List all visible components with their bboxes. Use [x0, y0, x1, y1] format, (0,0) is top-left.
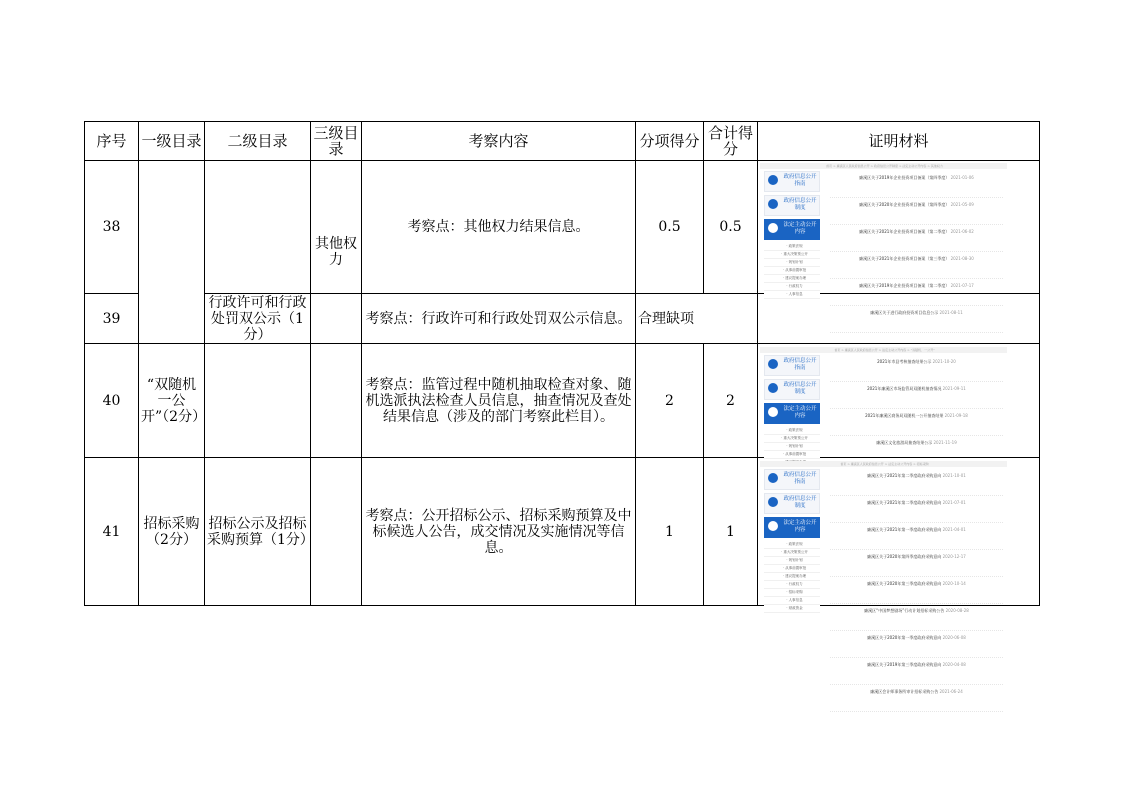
row-seq: 39 [85, 294, 139, 344]
header-level1: 一级目录 [139, 122, 205, 161]
table-row [85, 344, 1040, 458]
list-item-date: 2021-06-24 [939, 688, 963, 694]
header-level2: 二级目录 [205, 122, 311, 161]
list-item [830, 631, 1003, 658]
list-item-date: 2020-08-28 [945, 607, 969, 613]
row-content: 考察点：公开招标公示、招标采购预算及中标候选人公告，成交情况及实施情况等信息。 [362, 458, 636, 606]
submenu-item: · 重大决策预公开 [764, 435, 820, 443]
sidebar-nav-label: 政府信息公开制度 [783, 495, 817, 509]
list-item [830, 685, 1003, 712]
submenu-item: · 财政资金 [764, 605, 820, 613]
evidence-screenshot [760, 163, 1007, 315]
submenu-item: · 从事前置审批 [764, 267, 820, 275]
list-item-title: 廉溪区关于2019年第三季度政府采购意向 [867, 661, 943, 667]
list-item [830, 658, 1003, 685]
sidebar-nav-label: 政府信息公开制度 [783, 381, 817, 395]
breadcrumb: 首页 > 廉溪区人民政府信息公开 > 法定主动公开内容 > “双随机、一公开” [760, 347, 1007, 353]
row-score: 2 [636, 344, 704, 458]
sidebar-nav-item [764, 469, 820, 490]
sidebar-nav-item [764, 355, 820, 376]
breadcrumb: 首页 > 廉溪区人民政府信息公开 > 法定主动公开内容 > 招标采购 [760, 461, 1007, 467]
submenu-item: · 重大决策预公开 [764, 549, 820, 557]
sidebar [764, 355, 820, 475]
list-item [830, 496, 1003, 523]
list-item-date: 2021-08-30 [950, 256, 974, 261]
list-item-title: 2021年廉溪区商务局双随机一公开抽查结果 [865, 412, 945, 418]
sidebar-nav-label: 法定主动公开内容 [783, 519, 817, 533]
list-item-date: 2021-01-06 [950, 175, 974, 180]
row-total: 2 [704, 344, 758, 458]
sidebar-nav-item [764, 403, 820, 424]
document-icon [768, 383, 778, 393]
list-item-date: 2020-12-17 [942, 553, 966, 559]
submenu-item: · 从事前置审批 [764, 565, 820, 573]
list-item-date: 2021-10-20 [932, 358, 956, 364]
list-item-date: 2021-07-01 [942, 499, 966, 505]
row-score: 0.5 [636, 161, 704, 294]
article-list [830, 171, 1003, 333]
submenu-item: · 行政权力 [764, 283, 820, 291]
document-icon [768, 497, 778, 507]
list-item-date: 2021-05-09 [950, 202, 974, 207]
list-item-title: 2021年市县考核抽查结果公示 [877, 358, 933, 364]
sidebar-nav-label: 政府信息公开指南 [783, 471, 817, 485]
list-item [830, 409, 1003, 436]
list-item-title: 廉溪区关于2021年第二季度政府采购意向 [867, 499, 943, 505]
list-item-title: 廉溪区关于2020年第三季度政府采购意向 [867, 580, 943, 586]
sidebar-nav-item [764, 219, 820, 240]
list-item [830, 523, 1003, 550]
header-score: 分项得分 [636, 122, 704, 161]
breadcrumb: 首页 > 廉溪区人民政府信息公开 > 政府信息公开制度 > 法定主动公开内容 > 其他权力 [760, 163, 1007, 169]
list-item-date: 2021-04-01 [942, 526, 966, 532]
list-item-title: 廉溪区关于2019年企业投资项目备案（第四季度） [859, 175, 951, 180]
list-item-title: 廉溪区会计师事务所审计招标采购公告 [870, 688, 940, 694]
list-item [830, 225, 1003, 252]
sidebar-submenu [764, 541, 820, 613]
list-item-title: 廉溪区文化旅游局抽查结果公示 [876, 439, 934, 445]
submenu-item: · 人事信息 [764, 597, 820, 605]
row-level3 [311, 294, 362, 344]
list-item-date: 2021-09-18 [944, 412, 968, 418]
sidebar-nav-item [764, 517, 820, 538]
evidence-screenshot [760, 347, 1007, 455]
document-icon [768, 223, 778, 233]
header-evidence: 证明材料 [758, 122, 1040, 161]
list-item [830, 550, 1003, 577]
row-content: 考察点：行政许可和行政处罚双公示信息。 [362, 294, 636, 344]
list-item-date: 2021-11-19 [933, 439, 957, 445]
header-content: 考察内容 [362, 122, 636, 161]
row-total: 0.5 [704, 161, 758, 294]
row-score: 合理缺项 [636, 294, 758, 344]
submenu-item: · 从事前置审批 [764, 451, 820, 459]
list-item-date: 2020-04-08 [942, 661, 966, 667]
list-item [830, 355, 1003, 382]
document-icon [768, 407, 778, 417]
list-item-date: 2020-06-08 [942, 634, 966, 640]
list-item-title: 廉溪区关于2021年企业投资项目备案（第三季度） [859, 256, 951, 261]
document-icon [768, 359, 778, 369]
submenu-item: · 重大决策预公开 [764, 251, 820, 259]
evidence-screenshot [760, 461, 1007, 694]
sidebar-nav-label: 政府信息公开指南 [783, 174, 817, 187]
row-level2: 行政许可和行政处罚双公示（1分） [205, 294, 311, 344]
header-total: 合计得分 [704, 122, 758, 161]
row-level1 [139, 161, 205, 344]
row-evidence [758, 344, 1040, 458]
article-list [830, 469, 1003, 712]
submenu-item: · 行政权力 [764, 581, 820, 589]
list-item-title: 廉溪区关于2020年企业投资项目备案（第四季度） [859, 202, 951, 207]
sidebar-nav-label: 法定主动公开内容 [783, 405, 817, 419]
row-level3 [311, 458, 362, 606]
list-item-title: 廉溪区关于2020年第一季度政府采购意向 [867, 634, 943, 640]
list-item-title: 廉溪区“中国梦想剧场”行动计划招标采购公告 [864, 607, 946, 613]
sidebar-nav-item [764, 195, 820, 216]
sidebar-submenu [764, 243, 820, 299]
document-icon [768, 199, 778, 209]
list-item-title: 2021年廉溪区市场监管局双随机抽查情况 [867, 385, 943, 391]
submenu-item: · 招标采购 [764, 589, 820, 597]
list-item-title: 廉溪区关于2021年第一季度政府采购意向 [867, 526, 943, 532]
row-seq: 41 [85, 458, 139, 606]
list-item-date: 2021-08-11 [939, 310, 963, 315]
row-level2: 招标公示及招标采购预算（1分） [205, 458, 311, 606]
list-item-title: 廉溪区关于2021年第二季度政府采购意向 [867, 472, 943, 478]
list-item-date: 2021-06-02 [950, 229, 974, 234]
list-item [830, 469, 1003, 496]
list-item [830, 382, 1003, 409]
list-item [830, 436, 1003, 463]
sidebar-nav-label: 政府信息公开制度 [783, 198, 817, 211]
list-item [830, 198, 1003, 225]
list-item-title: 廉溪区关于2020年第四季度政府采购意向 [867, 553, 943, 559]
list-item-date: 2020-10-14 [942, 580, 966, 586]
list-item [830, 279, 1003, 306]
sidebar [764, 469, 820, 613]
sidebar-nav-item [764, 171, 820, 192]
sidebar-nav-item [764, 379, 820, 400]
submenu-item: · 规划计划 [764, 557, 820, 565]
list-item-date: 2021-07-17 [950, 283, 974, 288]
list-item [830, 604, 1003, 631]
submenu-item: · 规划计划 [764, 443, 820, 451]
list-item-title: 廉溪区关于2021年企业投资项目备案（第二季度） [859, 229, 951, 234]
submenu-item: · 政策法规 [764, 243, 820, 251]
sidebar-nav-label: 政府信息公开指南 [783, 357, 817, 371]
sidebar-nav-item [764, 493, 820, 514]
row-level3 [311, 344, 362, 458]
row-level3: 其他权力 [311, 161, 362, 294]
row-evidence [758, 458, 1040, 694]
row-seq: 40 [85, 344, 139, 458]
row-seq: 38 [85, 161, 139, 294]
score-table [84, 121, 1040, 694]
row-evidence [758, 161, 1040, 315]
row-total: 1 [704, 458, 758, 606]
table-row [85, 458, 1040, 606]
row-level1: 招标采购（2分） [139, 458, 205, 606]
header-row [85, 122, 1040, 161]
row-score: 1 [636, 458, 704, 606]
sidebar-nav-label: 法定主动公开内容 [783, 222, 817, 235]
list-item [830, 306, 1003, 333]
list-item [830, 577, 1003, 604]
list-item-title: 廉溪区关于2019年企业投资项目备案（第二季度） [859, 283, 951, 288]
row-level2 [205, 344, 311, 458]
row-level2 [205, 161, 311, 294]
document-icon [768, 175, 778, 185]
document-icon [768, 473, 778, 483]
submenu-item: · 人事信息 [764, 291, 820, 299]
list-item [830, 252, 1003, 279]
submenu-item: · 规划计划 [764, 259, 820, 267]
sidebar [764, 171, 820, 299]
table-row [85, 161, 1040, 294]
row-content: 考察点：其他权力结果信息。 [362, 161, 636, 294]
submenu-item: · 政策法规 [764, 541, 820, 549]
submenu-item: · 建议提案办理 [764, 275, 820, 283]
row-level1: “双随机一公开”（2分） [139, 344, 205, 458]
list-item-title: 廉溪区关于进行政府投资项目信息公示 [870, 310, 940, 315]
header-level3: 三级目录 [311, 122, 362, 161]
document-icon [768, 521, 778, 531]
submenu-item: · 政策法规 [764, 427, 820, 435]
list-item [830, 171, 1003, 198]
submenu-item: · 建议提案办理 [764, 573, 820, 581]
list-item-date: 2021-10-01 [942, 472, 966, 478]
header-seq: 序号 [85, 122, 139, 161]
list-item-date: 2021-09-11 [942, 385, 966, 391]
row-content: 考察点：监管过程中随机抽取检查对象、随机选派执法检查人员信息，抽查情况及查处结果信息（涉及的部门考察此栏目）。 [362, 344, 636, 458]
